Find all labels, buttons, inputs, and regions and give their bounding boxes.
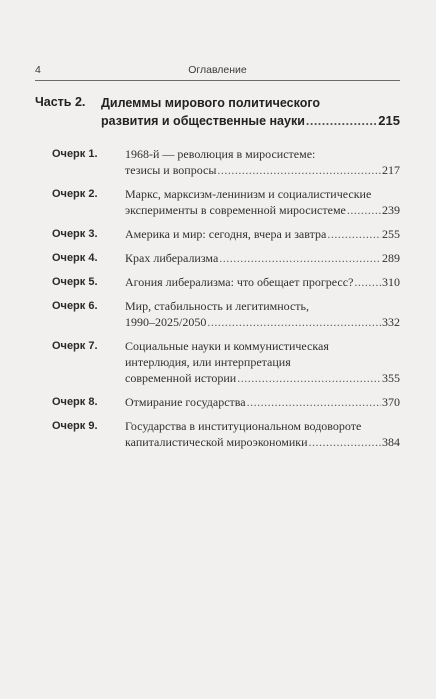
entry-page-number: 255 [382, 227, 400, 241]
entry-title-line: 1990–2025/2050 [125, 315, 207, 329]
entry-label: Очерк 4. [52, 252, 98, 264]
toc-entry[interactable] [35, 274, 400, 290]
toc-entry[interactable] [35, 298, 400, 330]
entry-title-line: Крах либерализма [125, 251, 219, 265]
entry-title-line: тезисы и вопросы [125, 163, 217, 177]
entry-label: Очерк 1. [52, 148, 98, 160]
entry-page-number: 355 [382, 371, 400, 385]
page-number: 4 [35, 64, 41, 76]
entry-label: Очерк 2. [52, 188, 98, 200]
entry-title-line: Агония либерализма: что обещает прогресс? [125, 275, 354, 289]
entry-last-line [125, 394, 400, 410]
entry-title-line: Маркс, марксизм-ленинизм и социалистические [125, 187, 372, 201]
entry-label: Очерк 5. [52, 276, 98, 288]
entry-label: Очерк 3. [52, 228, 98, 240]
entry-page-number: 310 [382, 275, 400, 289]
entry-title-line: интерлюдия, или интерпретация [125, 355, 291, 369]
entry-label: Очерк 9. [52, 420, 98, 432]
toc-entry[interactable] [35, 338, 400, 386]
page-header [35, 64, 400, 80]
table-of-contents [35, 95, 400, 458]
toc-entries [35, 146, 400, 450]
dot-leader [207, 314, 381, 330]
part-label: Часть 2. [35, 95, 86, 109]
entry-title [125, 274, 400, 290]
entry-title [125, 418, 400, 450]
part-page-number: 215 [378, 113, 400, 128]
part-title-line: Дилеммы мирового политического [101, 96, 321, 110]
entry-page-number: 370 [382, 395, 400, 409]
dot-leader [219, 250, 381, 266]
entry-page-number: 289 [382, 251, 400, 265]
dot-leader [354, 274, 381, 290]
entry-label: Очерк 8. [52, 396, 98, 408]
toc-entry[interactable] [35, 146, 400, 178]
entry-last-line [125, 274, 400, 290]
entry-title-line: эксперименты в современной миросистеме [125, 203, 346, 217]
entry-last-line [125, 370, 400, 386]
entry-last-line [125, 434, 400, 450]
dot-leader [217, 162, 381, 178]
entry-title-line: Мир, стабильность и легитимность, [125, 299, 309, 313]
entry-title [125, 226, 400, 242]
entry-title-line: 1968-й — революция в миросистеме: [125, 147, 316, 161]
running-title: Оглавление [188, 64, 247, 76]
dot-leader [247, 394, 381, 410]
dot-leader [309, 434, 381, 450]
header-rule [35, 80, 400, 81]
dot-leader [347, 202, 381, 218]
toc-entry[interactable] [35, 394, 400, 410]
dot-leader [327, 226, 381, 242]
entry-title [125, 338, 400, 386]
entry-page-number: 239 [382, 203, 400, 217]
entry-title-line: Социальные науки и коммунистическая [125, 339, 329, 353]
entry-title [125, 186, 400, 218]
entry-title-line: Америка и мир: сегодня, вчера и завтра [125, 227, 327, 241]
toc-entry[interactable] [35, 418, 400, 450]
toc-entry[interactable] [35, 226, 400, 242]
dot-leader [237, 370, 381, 386]
entry-title-line: Отмирание государства [125, 395, 246, 409]
toc-entry[interactable] [35, 186, 400, 218]
part-title-last-line [101, 112, 400, 130]
entry-label: Очерк 6. [52, 300, 98, 312]
part-title-line: развития и общественные науки [101, 114, 305, 128]
entry-title-line: капиталистической мироэкономики [125, 435, 308, 449]
part-title [101, 95, 400, 130]
entry-label: Очерк 7. [52, 340, 98, 352]
entry-page-number: 384 [382, 435, 400, 449]
entry-title-line: современной истории [125, 371, 237, 385]
entry-page-number: 332 [382, 315, 400, 329]
entry-title [125, 146, 400, 178]
entry-last-line [125, 226, 400, 242]
dot-leader [306, 113, 377, 130]
part-heading [35, 95, 400, 130]
entry-title [125, 250, 400, 266]
toc-entry[interactable] [35, 250, 400, 266]
entry-page-number: 217 [382, 163, 400, 177]
entry-title [125, 298, 400, 330]
entry-title-line: Государства в институциональном водовороте [125, 419, 362, 433]
entry-title [125, 394, 400, 410]
entry-last-line [125, 314, 400, 330]
entry-last-line [125, 162, 400, 178]
entry-last-line [125, 250, 400, 266]
entry-last-line [125, 202, 400, 218]
